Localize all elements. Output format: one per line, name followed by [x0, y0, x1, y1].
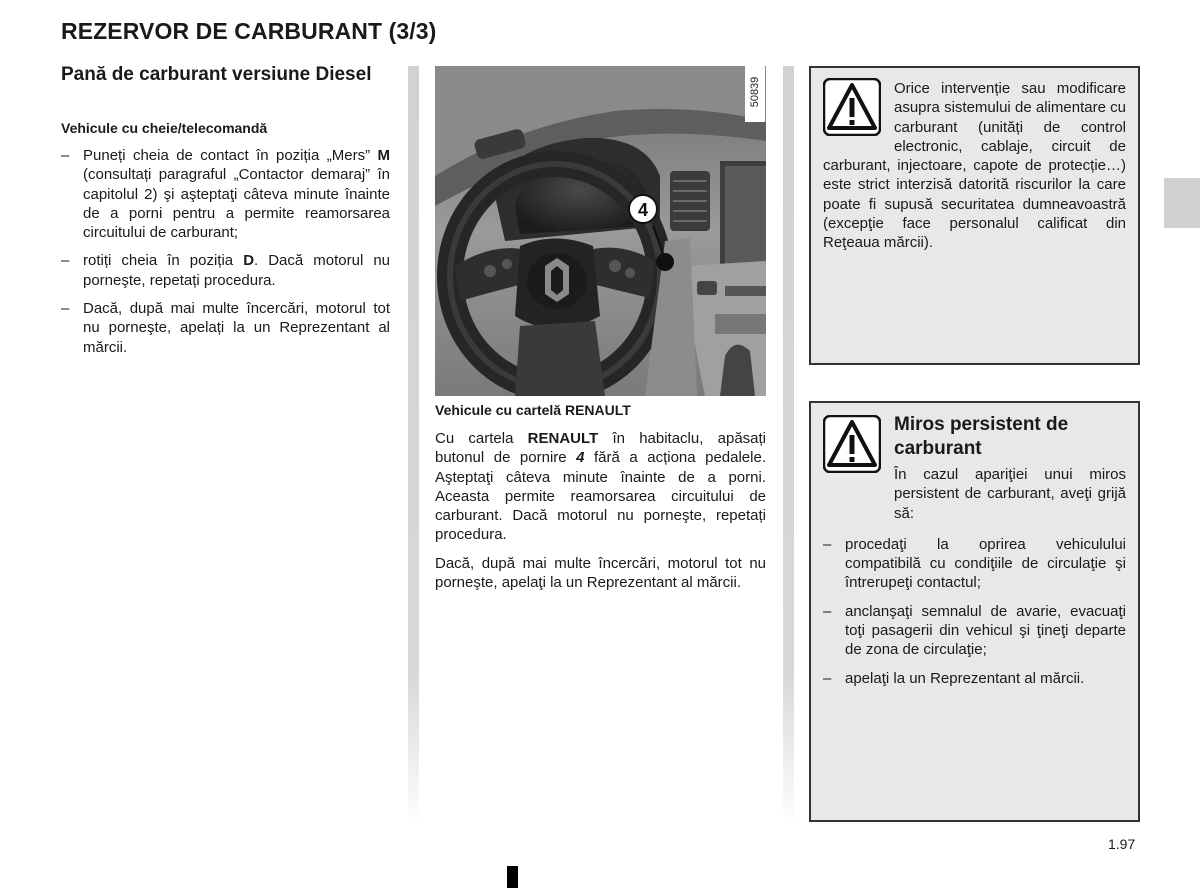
list-item: – anclanşaţi semnalul de avarie, evacuaţi toţi pasagerii din vehicul şi ţineţi departe de zona de circulaţie; — [823, 602, 1126, 659]
print-mark — [507, 866, 518, 888]
fuel-smell-list — [823, 535, 1126, 688]
warning-text-intervention: Orice intervenție sau modificare asupra sistemului de alimentare cu carburant (unități de control electronic, cablaje, circuit de carburant, injectoare, capote de protecție…) este strict interzisă datorită riscurilor la care poate fi supusă securitatea dumneavoastră (excepţie face personalul calificat din Reţeaua mărcii). — [823, 80, 1126, 252]
warning-box-intervention — [809, 66, 1140, 365]
list-bullet: – — [61, 300, 70, 318]
section-title: Pană de carburant versiune Diesel — [61, 64, 372, 85]
list-item: – apelaţi la un Reprezentant al mărcii. — [823, 669, 1085, 687]
list-bullet: – — [823, 602, 832, 620]
dashboard-illustration — [435, 66, 766, 396]
list-item: – Dacă, după mai multe încercări, motorul tot nu porneşte, apelați la un Reprezentant al mărcii. — [61, 300, 390, 356]
list-bullet: – — [823, 535, 832, 553]
fuel-smell-intro: În cazul apariţiei unui miros persistent de carburant, aveţi grijă să: — [894, 466, 1126, 522]
page-title: REZERVOR DE CARBURANT (3/3) — [61, 18, 437, 44]
fuel-smell-content — [823, 413, 1126, 697]
dashboard-photo — [435, 66, 766, 396]
page-number: 1.97 — [1108, 836, 1136, 852]
list-bullet: – — [823, 669, 832, 687]
column-divider — [783, 66, 794, 826]
fuel-smell-title: Miros persistent de carburant — [894, 414, 1069, 459]
list-item: – rotiți cheia în poziția D. Dacă motorul nu porneşte, repetați procedura. — [61, 252, 390, 289]
column-divider — [408, 66, 419, 826]
section-tab — [1164, 178, 1200, 228]
card-vehicles-subheading: Vehicule cu cartelă RENAULT — [435, 402, 631, 418]
warning-box-fuel-smell — [809, 401, 1140, 822]
list-bullet: – — [61, 147, 70, 164]
list-item: – procedaţi la oprirea vehiculului compatibilă cu condiţiile de circulaţie şi întrerupeţi contactul; — [823, 535, 1126, 592]
callout-label: 4 — [637, 200, 649, 220]
key-vehicles-subheading: Vehicule cu cheie/telecomandă — [61, 120, 268, 136]
list-bullet: – — [61, 252, 70, 270]
start-button-icon — [656, 253, 674, 271]
card-paragraph-2: Dacă, după mai multe încercări, motorul tot nu porneşte, apelaţi la un Reprezentant al mărcii. — [435, 555, 766, 592]
card-paragraph-1: Cu cartela RENAULT în habitaclu, apăsați butonul de pornire 4 fără a acționa pedalele. Aşteptaţi câteva minute înainte de a porni. Aceasta permite reamorsarea circuitului de carburant. Dacă motorul nu porneşte, repetați procedura. — [435, 430, 766, 544]
list-item: – Puneți cheia de contact în poziția „Mers” M (consultați paragraful „Contactor demaraj” în capitolul 2) şi aşteptaţi câteva minute înainte de a porni pentru a permite reamorsarea circuitului de carburant; — [61, 147, 390, 242]
key-steps-list — [61, 146, 390, 366]
image-reference: 50839 — [745, 66, 765, 122]
